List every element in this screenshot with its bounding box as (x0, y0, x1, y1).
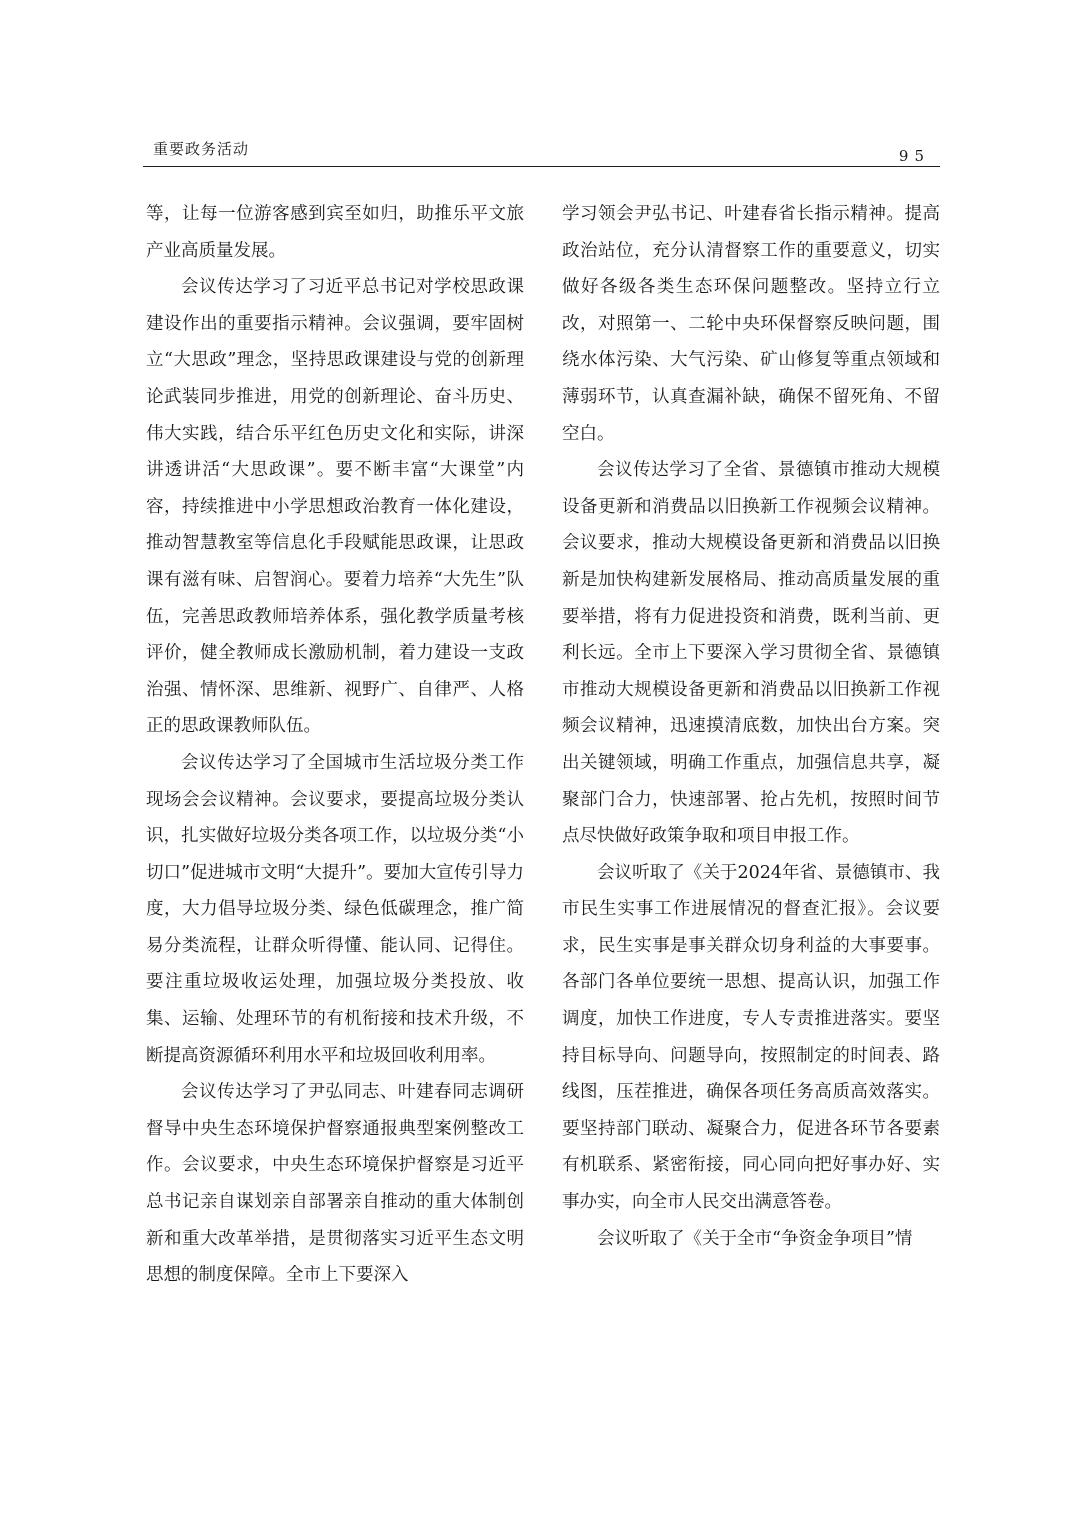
page-number: 95 (898, 147, 930, 165)
page-header (143, 134, 940, 167)
paragraph: 会议传达学习了习近平总书记对学校思政课建设作出的重要指示精神。会议强调，要牢固树立“大思政”理念，坚持思政课建设与党的创新理论武装同步推进，用党的创新理论、奋斗历史、伟大实践，结合乐平红色历史文化和实际，讲深讲透讲活“大思政课”。要不断丰富“大课堂”内容，持续推进中小学思想政治教育一体化建设，推动智慧教室等信息化手段赋能思政课，让思政课有滋有味、启智润心。要着力培养“大先生”队伍，完善思政教师培养体系，强化教学质量考核评价，健全教师成长激励机制，着力建设一支政治强、情怀深、思维新、视野广、自律严、人格正的思政课教师队伍。 (146, 277, 524, 737)
paragraph: 会议传达学习了全国城市生活垃圾分类工作现场会会议精神。会议要求，要提高垃圾分类认识，扎实做好垃圾分类各项工作，以垃圾分类“小切口”促进城市文明“大提升”。要加大宣传引导力度，大力倡导垃圾分类、绿色低碳理念，推广简易分类流程，让群众听得懂、能认同、记得住。要注重垃圾收运处理，加强垃圾分类投放、收集、运输、处理环节的有机衔接和技术升级，不断提高资源循环利用水平和垃圾回收利用率。 (146, 752, 524, 1066)
paragraph: 会议听取了《关于全市“争资金争项目”情 (597, 1228, 913, 1249)
paragraph: 学习领会尹弘书记、叶建春省长指示精神。提高政治站位，充分认清督察工作的重要意义，切实做好各级各类生态环保问题整改。坚持立行立改，对照第一、二轮中央环保督察反映问题，围绕水体污染、大气污染、矿山修复等重点领域和薄弱环节，认真查漏补缺，确保不留死角、不留空白。 (562, 204, 940, 444)
section-title: 重要政务活动 (153, 140, 250, 158)
paragraph: 会议传达学习了尹弘同志、叶建春同志调研督导中央生态环境保护督察通报典型案例整改工作。会议要求，中央生态环境保护督察是习近平总书记亲自谋划亲自部署亲自推动的重大体制创新和重大改革举措，是贯彻落实习近平生态文明思想的制度保障。全市上下要深入 (146, 1082, 524, 1286)
paragraph: 等，让每一位游客感到宾至如归，助推乐平文旅产业高质量发展。 (146, 204, 524, 261)
paragraph: 会议听取了《关于2024年省、景德镇市、我市民生实事工作进展情况的督查汇报》。会议要求，民生实事是事关群众切身利益的大事要事。各部门各单位要统一思想、提高认识，加强工作调度，加快工作进度，专人专责推进落实。要坚持目标导向、问题导向，按照制定的时间表、路线图，压茬推进，确保各项任务高质高效落实。要坚持部门联动、凝聚合力，促进各环节各要素有机联系、紧密衔接，同心同向把好事办好、实事办实，向全市人民交出满意答卷。 (562, 862, 940, 1213)
paragraph: 会议传达学习了全省、景德镇市推动大规模设备更新和消费品以旧换新工作视频会议精神。会议要求，推动大规模设备更新和消费品以旧换新是加快构建新发展格局、推动高质量发展的重要举措，将有力促进投资和消费，既利当前、更利长远。全市上下要深入学习贯彻全省、景德镇市推动大规模设备更新和消费品以旧换新工作视频会议精神，迅速摸清底数，加快出台方案。突出关键领域，明确工作重点，加强信息共享，凝聚部门合力，快速部署、抢占先机，按照时间节点尽快做好政策争取和项目申报工作。 (562, 460, 940, 847)
left-column (146, 196, 524, 1294)
right-column (562, 196, 940, 1257)
